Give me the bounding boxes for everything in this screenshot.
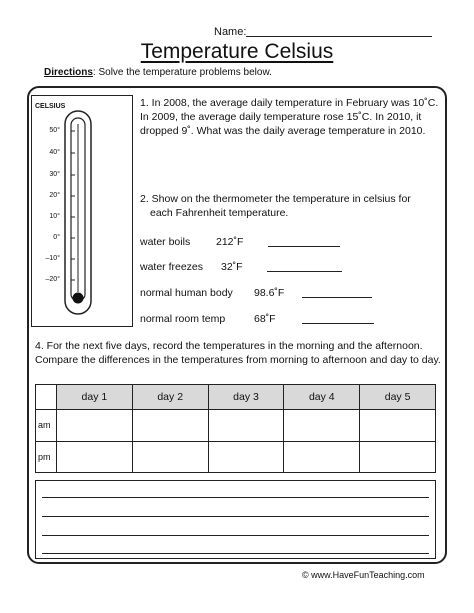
- table-header-row: [36, 385, 436, 410]
- writing-line: [42, 553, 429, 554]
- celsius-label: CELSIUS: [35, 103, 66, 110]
- conversion-value: 212˚F: [216, 236, 244, 248]
- answer-cell[interactable]: [208, 410, 284, 442]
- question-2-line1: 2. Show on the thermometer the temperature in celsius for: [140, 193, 411, 205]
- table-corner-cell: [36, 385, 57, 410]
- thermometer-icon[interactable]: [62, 108, 102, 318]
- column-header: day 5: [360, 385, 436, 410]
- conversion-label: normal human body: [140, 287, 233, 299]
- conversion-label: water freezes: [140, 261, 204, 273]
- answer-cell[interactable]: [284, 410, 360, 442]
- column-header: day 3: [208, 385, 284, 410]
- tick-label: 40°: [49, 149, 60, 156]
- conversion-value: 32˚F: [221, 261, 243, 273]
- name-input-line[interactable]: [246, 36, 432, 37]
- directions: [44, 67, 272, 78]
- column-header: day 1: [57, 385, 133, 410]
- answer-line-water-boils[interactable]: [268, 246, 340, 247]
- answer-cell[interactable]: [284, 441, 360, 473]
- writing-area[interactable]: [35, 480, 436, 559]
- table-row: [36, 410, 436, 442]
- row-label: pm: [36, 441, 57, 473]
- table-row: [36, 441, 436, 473]
- answer-cell[interactable]: [132, 441, 208, 473]
- answer-cell[interactable]: [360, 441, 436, 473]
- question-1: 1. In 2008, the average daily temperature in February was 10˚C. In 2009, the average daily temperature rose 15˚C. In 2010, it dropped 9˚. What was the daily average temperature in 2010.: [140, 97, 439, 137]
- answer-line-water-freezes[interactable]: [267, 271, 342, 272]
- answer-cell[interactable]: [360, 410, 436, 442]
- temperature-table: [35, 384, 436, 473]
- question-2: [140, 192, 440, 220]
- answer-cell[interactable]: [208, 441, 284, 473]
- tick-label: 50°: [49, 127, 60, 134]
- writing-line: [42, 516, 429, 517]
- row-label: am: [36, 410, 57, 442]
- tick-label: –10°: [45, 255, 60, 262]
- conversion-label: water boils: [140, 236, 191, 248]
- question-2-line2: each Fahrenheit temperature.: [150, 207, 289, 219]
- answer-cell[interactable]: [132, 410, 208, 442]
- tick-label: –20°: [45, 276, 60, 283]
- answer-line-room-temp[interactable]: [302, 323, 374, 324]
- question-4: 4. For the next five days, record the temperatures in the morning and the afternoon. Compare the differences in the temperatures from morning to afternoon and day to day.: [35, 340, 441, 366]
- tick-label: 10°: [49, 213, 60, 220]
- tick-label: 20°: [49, 192, 60, 199]
- column-header: day 2: [132, 385, 208, 410]
- name-label: Name:: [214, 26, 247, 38]
- answer-cell[interactable]: [57, 441, 133, 473]
- answer-cell[interactable]: [57, 410, 133, 442]
- tick-label: 0°: [53, 234, 60, 241]
- tick-label: 30°: [49, 171, 60, 178]
- writing-line: [42, 535, 429, 536]
- writing-line: [42, 497, 429, 498]
- page-title: Temperature Celsius: [140, 40, 334, 63]
- directions-text: : Solve the temperature problems below.: [92, 67, 272, 78]
- column-header: day 4: [284, 385, 360, 410]
- conversion-value: 68˚F: [254, 313, 276, 325]
- directions-label: Directions: [44, 67, 93, 78]
- conversion-value: 98.6˚F: [254, 287, 285, 299]
- answer-line-human-body[interactable]: [302, 297, 372, 298]
- footer-copyright: © www.HaveFunTeaching.com: [302, 570, 425, 580]
- conversion-label: normal room temp: [140, 313, 226, 325]
